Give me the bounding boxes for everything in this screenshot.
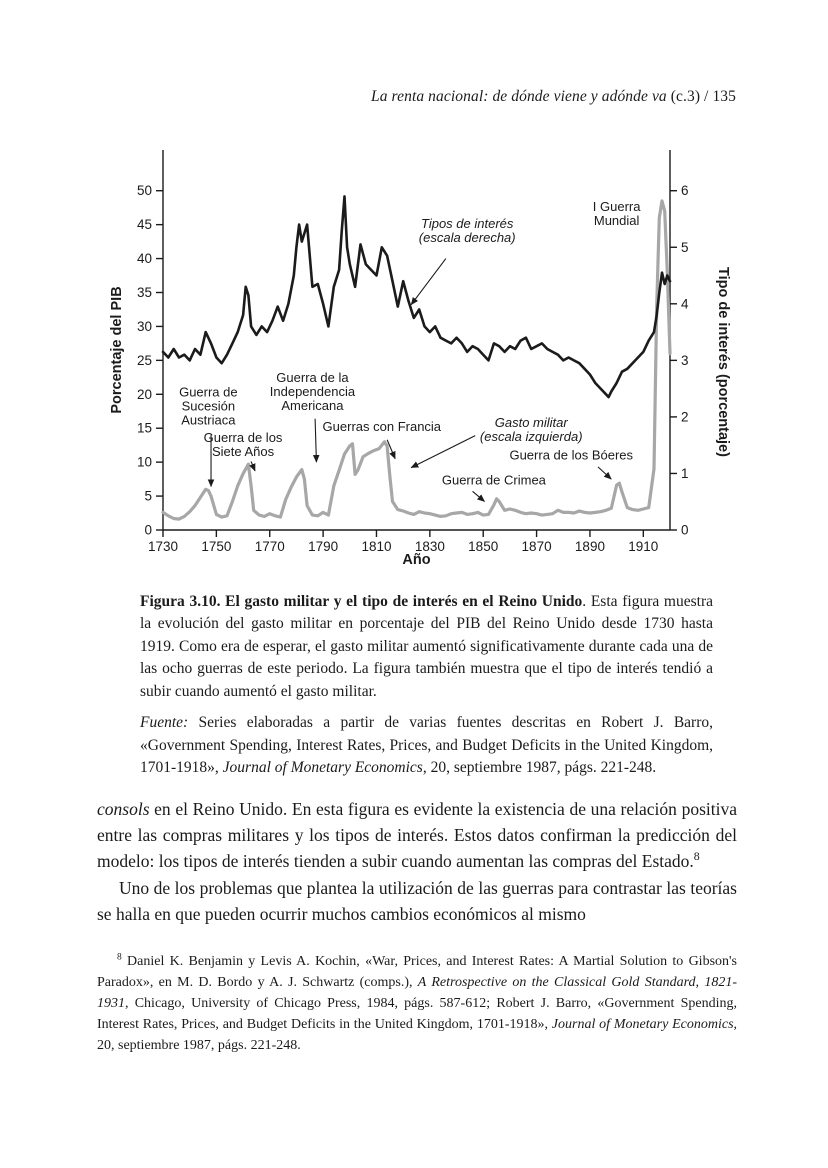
x-axis-title: Año: [402, 552, 431, 568]
tipos-de-interes-label: Tipos de interés: [421, 216, 514, 232]
y-right-tick-label: 3: [681, 352, 689, 368]
y-axis-left-title: Porcentaje del PIB: [109, 286, 125, 414]
x-tick-label: 1770: [254, 539, 285, 554]
y-left-tick-label: 15: [136, 420, 152, 436]
y-axis-right-title: Tipo de interés (porcentaje): [715, 267, 731, 457]
running-head: [97, 88, 736, 106]
guerra-sucesion-austriaca-label: Sucesión: [181, 398, 236, 414]
guerras-con-francia-label: Guerras con Francia: [322, 418, 442, 434]
y-left-tick-label: 20: [136, 386, 152, 402]
x-tick-label: 1810: [361, 539, 392, 554]
tipos-de-interes-label: (escala derecha): [418, 230, 516, 246]
figure-source: [140, 712, 713, 779]
figure-3-10: [105, 140, 737, 577]
y-right-tick-label: 4: [681, 296, 689, 312]
figure-source-text-2: , 20, septiembre 1987, págs. 221-248.: [422, 759, 657, 777]
figure-chart: [105, 140, 737, 572]
x-tick-label: 1790: [308, 539, 339, 554]
guerra-independencia-americana-label: Guerra de la: [276, 370, 349, 386]
guerra-sucesion-austriaca-label: Guerra de: [179, 384, 238, 400]
x-tick-label: 1830: [414, 539, 445, 554]
guerra-independencia-americana-label: Americana: [281, 398, 344, 414]
y-left-tick-label: 0: [144, 522, 152, 538]
figure-source-text-1: Series elaboradas a partir de varias fuentes descritas en Robert J. Barro, «Government Spending, Interest Rates, Prices, and Budget Deficits in the United Kingdom, 1701-1918»,: [140, 714, 713, 777]
guerra-de-los-boeres-label-arrow: [598, 467, 611, 479]
guerra-independencia-americana-label-arrow: [315, 419, 316, 462]
guerra-de-los-boeres-label: Guerra de los Bóeres: [509, 447, 634, 463]
running-head-page-number: (c.3) / 135: [666, 88, 736, 105]
figure-caption: [140, 591, 713, 703]
y-right-tick-label: 2: [681, 409, 689, 425]
x-tick-label: 1850: [468, 539, 499, 554]
y-left-tick-label: 35: [136, 285, 152, 300]
guerra-siete-anos-label-arrow: [251, 461, 255, 471]
guerra-sucesion-austriaca-label: Austriaca: [181, 412, 236, 428]
gasto-militar-label: Gasto militar: [494, 414, 568, 430]
y-right-tick-label: 6: [681, 183, 689, 199]
guerra-independencia-americana-label: Independencia: [269, 384, 356, 400]
footnote-journal: Journal of Monetary Economics: [551, 1017, 734, 1032]
running-head-title: La renta nacional: de dónde viene y adónde va: [371, 88, 667, 105]
military-spending-line: [163, 201, 670, 519]
body-text: [97, 796, 737, 927]
primera-guerra-mundial-label: Mundial: [593, 213, 640, 229]
figure-source-label: Fuente:: [140, 714, 189, 732]
figure-source-journal: Journal of Monetary Economics: [222, 759, 423, 777]
y-right-tick-label: 0: [681, 522, 689, 538]
y-left-tick-label: 5: [144, 488, 152, 504]
y-right-tick-label: 5: [681, 239, 689, 255]
body-paragraph-1-text: en el Reino Unido. En esta figura es evidente la existencia de una relación positiva entre las compras militares y los tipos de interés. Estos datos confirman la predicción del modelo: los tipos de interés tienden a subir cuando aumentan las compras del Estado.: [97, 798, 737, 872]
body-paragraph-1: [97, 796, 737, 875]
y-right-tick-label: 1: [681, 465, 689, 481]
y-left-tick-label: 10: [136, 454, 152, 470]
y-left-tick-label: 25: [136, 352, 152, 368]
y-left-tick-label: 40: [136, 251, 152, 267]
footnote: [97, 951, 737, 1056]
y-left-tick-label: 45: [136, 217, 152, 233]
footnote-text-3: , 20, septiembre 1987, págs. 221-248.: [97, 1017, 738, 1053]
footnote-reference: 8: [693, 849, 700, 864]
guerra-de-crimea-label: Guerra de Crimea: [441, 472, 546, 488]
figure-caption-title: Figura 3.10. El gasto militar y el tipo de interés en el Reino Unido: [140, 593, 583, 610]
guerra-de-crimea-label-arrow: [473, 491, 485, 501]
x-tick-label: 1870: [521, 539, 552, 554]
tipos-de-interes-label-arrow: [411, 259, 446, 305]
body-paragraph-2: Uno de los problemas que plantea la utilización de las guerras para contrastar las teorías se halla en que pueden ocurrir muchos cambios económicos al mismo: [97, 877, 737, 924]
footnote-text-1: Daniel K. Benjamin y Levis A. Kochin, «War, Prices, and Interest Rates: A Martial Solution to Gibson's Paradox», en M. D. Bordo y A. J. Schwartz (comps.),: [97, 954, 737, 990]
primera-guerra-mundial-label: I Guerra: [592, 199, 641, 215]
footnote-book-title: A Retrospective on the Classical Gold Standard, 1821-1931: [97, 975, 737, 1011]
guerra-siete-anos-label: Siete Años: [211, 443, 275, 459]
guerra-siete-anos-label: Guerra de los: [203, 429, 283, 445]
body-paragraph-1-lead: consols: [97, 798, 150, 819]
gasto-militar-label-arrow: [411, 436, 475, 468]
gasto-militar-label: (escala izquierda): [479, 428, 583, 444]
y-left-tick-label: 30: [136, 318, 152, 334]
figure-caption-text: . Esta figura muestra la evolución del gasto militar en porcentaje del PIB del Reino Unido desde 1730 hasta 1919. Como era de esperar, el gasto militar aumentó significativamente durante cada una de las ocho guerras de este periodo. La figura también muestra que el tipo de interés tendió a subir cuando aumentó el gasto militar.: [140, 593, 713, 700]
y-left-tick-label: 50: [136, 183, 152, 199]
x-tick-label: 1890: [574, 539, 605, 554]
x-tick-label: 1750: [201, 539, 232, 554]
footnote-text-2: , Chicago, University of Chicago Press, 1984, págs. 587-612; Robert J. Barro, «Government Spending, Interest Rates, Prices, and Budget Deficits in the United Kingdom, 1701-1918»,: [97, 996, 737, 1032]
x-tick-label: 1910: [628, 539, 659, 554]
x-tick-label: 1730: [147, 539, 179, 554]
footnote-number: 8: [117, 952, 122, 963]
